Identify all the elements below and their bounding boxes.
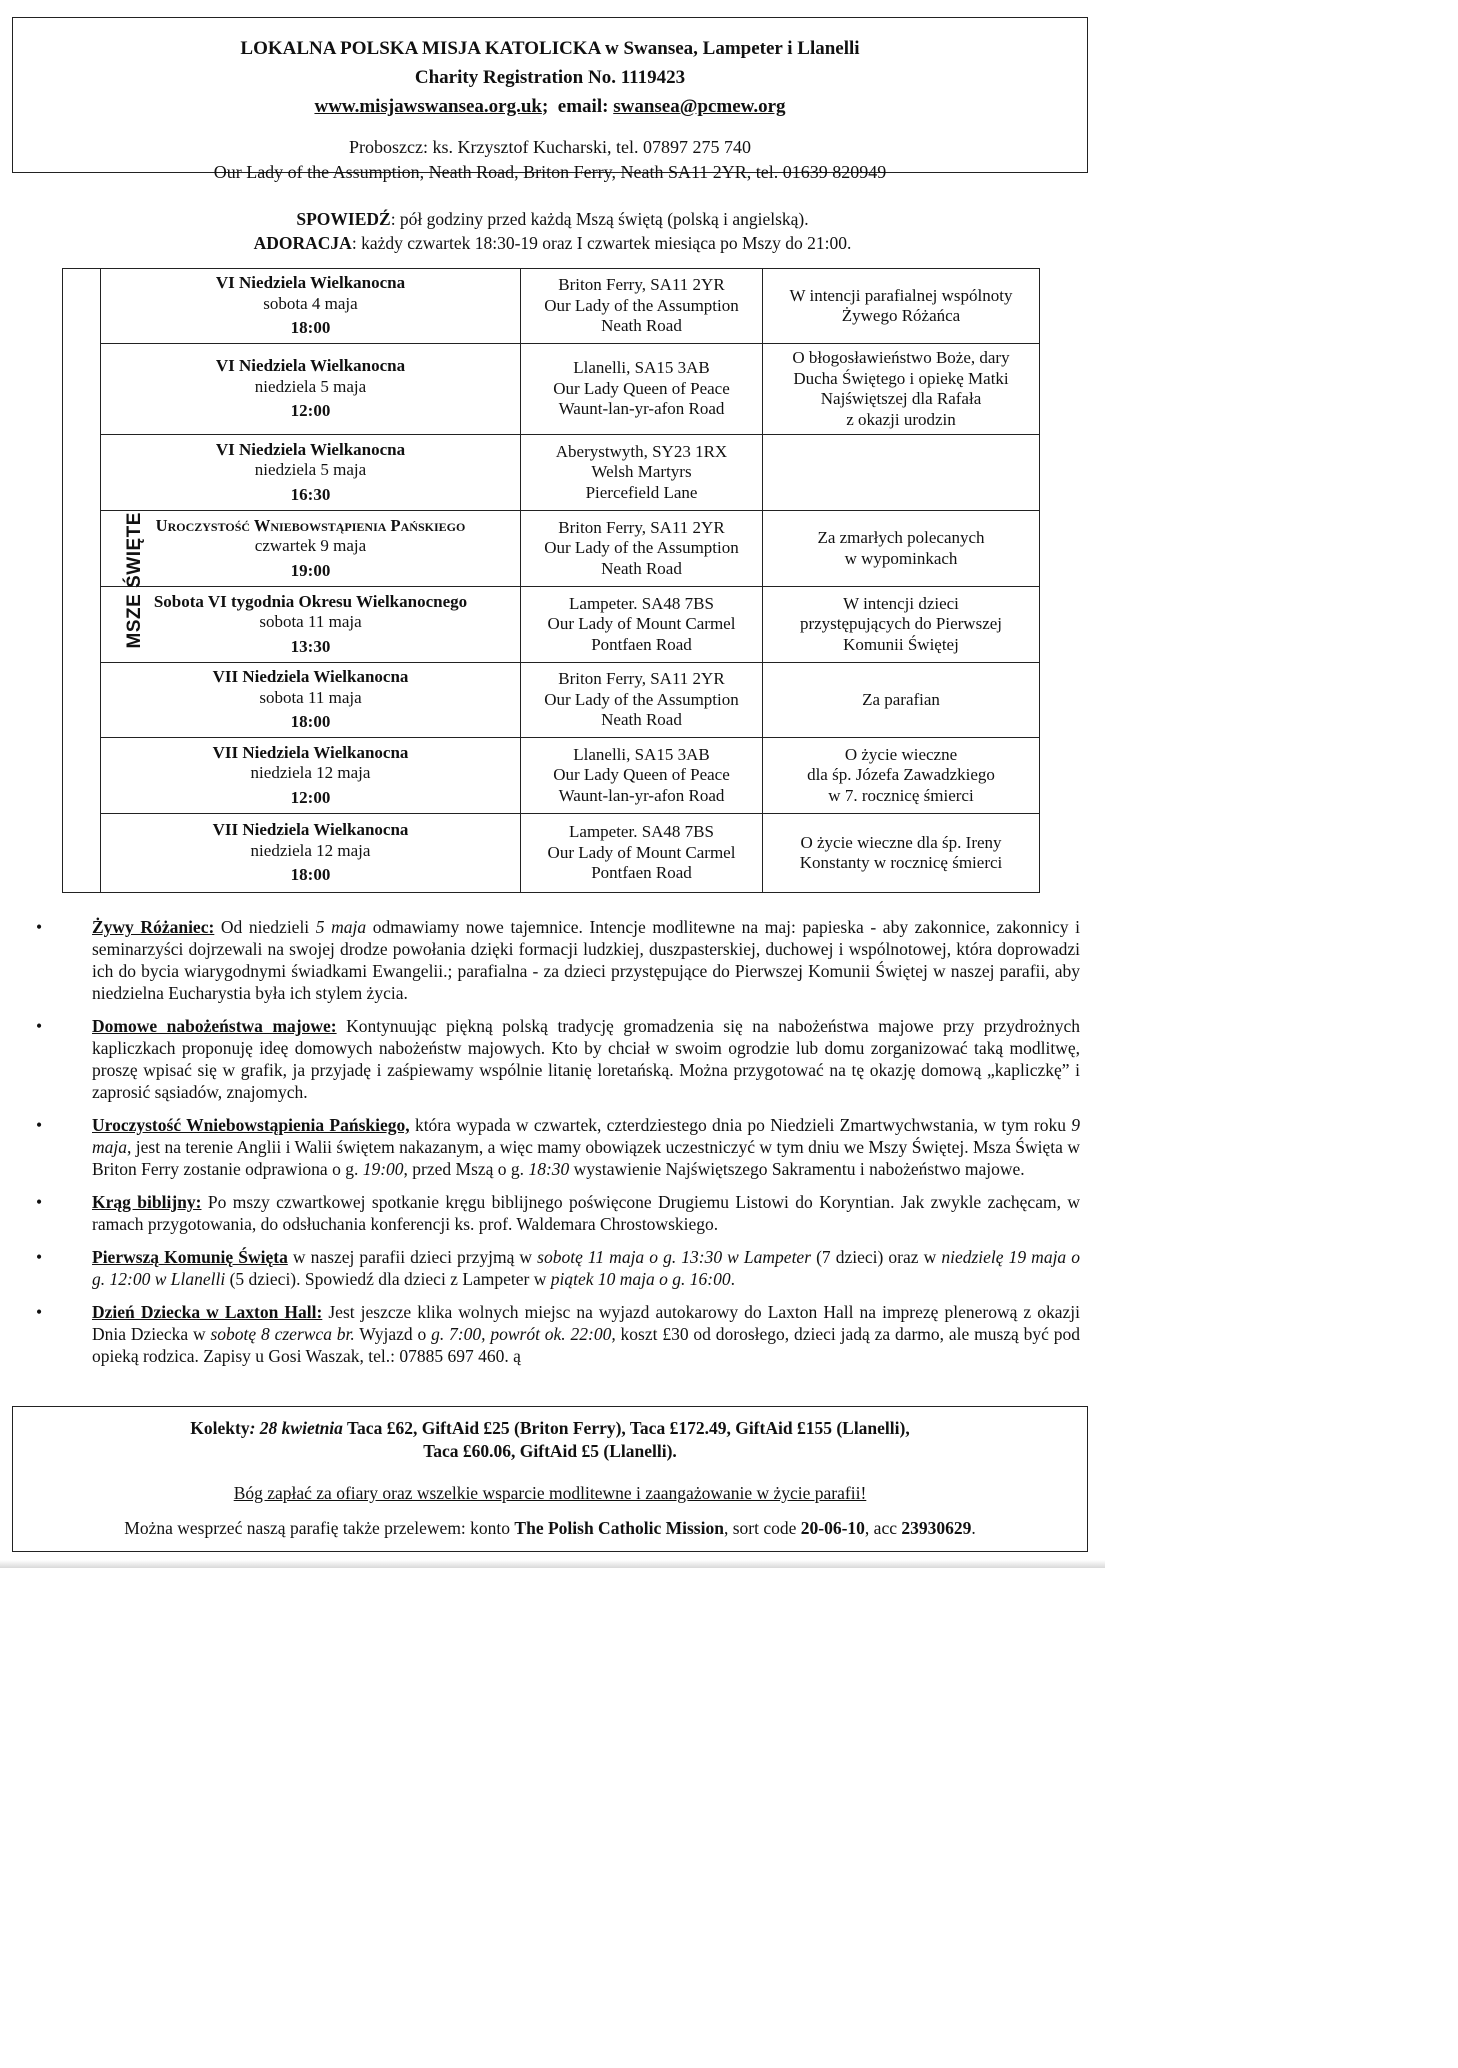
announcement-item (36, 916, 1080, 1004)
intention-line: Za zmarłych polecanych (817, 528, 985, 547)
location-church: Welsh Martyrs (591, 462, 692, 482)
mass-cell (101, 511, 521, 587)
mass-time: 18:00 (290, 865, 331, 885)
announcement-text: w naszej parafii dzieci przyjmą w (287, 1247, 538, 1267)
intention-line: Najświętszej dla Rafała (820, 389, 982, 408)
mass-time: 16:30 (290, 484, 331, 504)
announcement-text: , przed Mszą o g. (403, 1159, 529, 1179)
intention-cell (763, 663, 1040, 738)
announcement-emphasis: piątek 10 maja o g. 16:00 (550, 1269, 731, 1289)
intention-line: O życie wieczne (844, 744, 958, 764)
announcement-item (36, 1114, 1080, 1180)
announcement-title: Krąg biblijny: (92, 1192, 202, 1212)
location-town: Lampeter. SA48 7BS (569, 822, 714, 842)
announcement-emphasis: 5 maja (315, 917, 367, 937)
intention-cell (763, 435, 1040, 511)
intention-cell (763, 814, 1040, 893)
announcement-title: Domowe nabożeństwa majowe: (92, 1016, 337, 1036)
mass-time: 18:00 (290, 712, 331, 732)
liturgical-day: VII Niedziela Wielkanocna (212, 820, 409, 840)
adoration-label: ADORACJA (253, 233, 352, 253)
confession-text: : pół godziny przed każdą Mszą świętą (polską i angielską). (390, 209, 809, 229)
confession-line (0, 209, 1105, 230)
schedule-row (63, 269, 1040, 344)
location-town: Aberystwyth, SY23 1RX (555, 441, 728, 461)
mass-cell (101, 738, 521, 814)
announcement-text: która wypada w czwartek, czterdziestego dnia po Niedzieli Zmartwychwstania, w tym roku (409, 1115, 1072, 1135)
location-cell (521, 344, 763, 435)
location-town: Lampeter. SA48 7BS (569, 593, 714, 613)
location-street: Waunt-lan-yr-afon Road (558, 785, 725, 805)
mission-title: LOKALNA POLSKA MISJA KATOLICKA w Swansea, Lampeter i Llanelli (240, 38, 860, 59)
location-cell (521, 269, 763, 344)
adoration-line (0, 233, 1105, 254)
bank-text: , sort code (723, 1518, 801, 1538)
location-town: Llanelli, SA15 3AB (573, 358, 710, 378)
announcement-text: Po mszy czwartkowej spotkanie kręgu biblijnego poświęcone Drugiemu Listowi do Koryntian. Jak zwykle zachęcam, w ramach przygotowania, do odsłuchania konferencji ks. prof. Waldemara Chrostowskiego. (92, 1192, 1080, 1234)
mass-cell (101, 344, 521, 435)
announcement-item (36, 1246, 1080, 1290)
announcement-title: Dzień Dziecka w Laxton Hall: (92, 1302, 323, 1322)
location-cell (521, 511, 763, 587)
announcement-text: Kontynuując piękną polską tradycję gromadzenia się na nabożeństwa majowe przy przydrożnych kapliczkach proponuję ideę domowych nabożeństw majowych. Kto by chciał w swoim ogrodzie lub domu zorganizować taką modlitwę, proszę wpisać się w grafik, ja przyjadę i zaśpiewamy wspólnie litanię loretańską. Można przygotować na tę okazję domową „kapliczkę” i zaprosić sąsiadów, znajomych. (92, 1016, 1080, 1102)
intention-cell (763, 511, 1040, 587)
announcement-emphasis: 18:30 (528, 1159, 570, 1179)
priest-line: Proboszcz: ks. Krzysztof Kucharski, tel. 07897 275 740 (349, 137, 751, 157)
location-church: Our Lady Queen of Peace (553, 378, 730, 398)
announcement-item (36, 1015, 1080, 1103)
location-church: Our Lady of the Assumption (544, 538, 739, 558)
header-box (12, 17, 1088, 182)
side-label-cell (63, 269, 145, 893)
location-street: Neath Road (601, 316, 682, 336)
bullet-icon: • (36, 1192, 43, 1212)
announcement-emphasis: sobotę 11 maja o g. 13:30 w Lampeter (537, 1247, 812, 1267)
announcement-emphasis: g. 7:00, powrót ok. 22:00, (431, 1324, 616, 1344)
intention-line: Ducha Świętego i opiekę Matki (793, 368, 1009, 388)
intention-cell (763, 344, 1040, 435)
mass-time: 12:00 (290, 787, 331, 807)
intention-line: przystępujących do Pierwszej (799, 614, 1003, 634)
announcement-text: odmawiamy nowe tajemnice. Intencje modlitewne na maj: papieska - aby zakonnice, zakonnicy i seminarzyści dojrzewali na swojej drodze powołania dzięki formacji ludzkiej, duszpasterskiej, duchowej i wspólnotowej, która doprowadzi ich do bycia wiarygodnymi świadkami Ewangelii.; parafialna - za dzieci przystępujące do Pierwszej Komunii Świętej w naszej parafii, aby niedzielna Eucharystia była ich stylem życia. (92, 917, 1080, 1003)
mass-cell (101, 435, 521, 511)
announcement-text: Od niedzieli (214, 917, 316, 937)
mass-cell (101, 269, 521, 344)
bank-account-line (13, 1518, 1087, 1539)
mass-time: 13:30 (290, 636, 331, 656)
account-number: 23930629 (901, 1518, 972, 1538)
mass-cell (101, 814, 521, 893)
mass-date: sobota 4 maja (263, 293, 358, 313)
mass-time: 18:00 (290, 318, 331, 338)
mass-date: czwartek 9 maja (254, 536, 367, 556)
intention-line: Konstanty w rocznicę śmierci (799, 853, 1003, 872)
sort-code: 20-06-10 (800, 1518, 865, 1538)
confession-label: SPOWIEDŹ (296, 209, 391, 229)
announcement-text: Jest jeszcze klika wolnych miejsc na wyjazd autokarowy do Laxton Hall na imprezę plenerową z okazji Dnia Dziecka w (92, 1302, 1081, 1344)
location-town: Briton Ferry, SA11 2YR (558, 669, 725, 689)
mass-time: 12:00 (290, 401, 331, 421)
announcement-emphasis: 19:00 (362, 1159, 404, 1179)
announcement-text: (5 dzieci). Spowiedź dla dzieci z Lampeter w (225, 1269, 551, 1289)
mass-time: 19:00 (290, 560, 331, 580)
announcement-emphasis: sobotę 8 czerwca br. (210, 1324, 355, 1344)
intention-line: Za parafian (862, 689, 940, 709)
announcement-title: Uroczystość Wniebowstąpienia Pańskiego, (92, 1115, 410, 1135)
intention-line: O błogosławieństwo Boże, dary (792, 348, 1010, 367)
liturgical-day: VII Niedziela Wielkanocna (212, 742, 409, 762)
account-name: The Polish Catholic Mission (514, 1518, 724, 1538)
announcement-title: Pierwszą Komunię Święta (92, 1247, 288, 1267)
liturgical-day: VI Niedziela Wielkanocna (215, 439, 406, 459)
bullet-icon: • (36, 917, 43, 937)
collections-date: : 28 kwietnia (249, 1418, 343, 1438)
liturgical-day: VI Niedziela Wielkanocna (215, 273, 406, 293)
location-town: Llanelli, SA15 3AB (573, 744, 710, 764)
location-church: Our Lady of the Assumption (544, 689, 739, 709)
mass-date: niedziela 12 maja (250, 763, 371, 783)
schedule-row (63, 814, 1040, 893)
intention-line: dla śp. Józefa Zawadzkiego (807, 765, 995, 785)
intention-line: O życie wieczne dla śp. Ireny (800, 832, 1002, 852)
announcement-title: Żywy Różaniec: (92, 917, 215, 937)
intention-line: z okazji urodzin (846, 409, 956, 429)
location-town: Briton Ferry, SA11 2YR (558, 517, 725, 537)
bank-text: . (971, 1518, 976, 1538)
intention-line: Komunii Świętej (843, 634, 959, 654)
announcement-text: . (730, 1269, 735, 1289)
bullet-icon: • (36, 1115, 43, 1135)
location-cell (521, 435, 763, 511)
intention-line: w 7. rocznicę śmierci (828, 785, 974, 805)
adoration-text: : każdy czwartek 18:30-19 oraz I czwartek miesiąca po Mszy do 21:00. (351, 233, 852, 253)
mass-date: niedziela 5 maja (254, 460, 367, 480)
bullet-icon: • (36, 1302, 43, 1322)
schedule-row (63, 663, 1040, 738)
location-street: Pontfaen Road (591, 863, 692, 883)
footer-box (12, 1406, 1088, 1552)
announcement-text: koszt £30 od dorosłego, dzieci jadą za darmo, ale muszą być pod opieką rodzica. Zapisy u Gosi Waszak, tel.: 07885 697 460. ą (92, 1324, 1080, 1366)
location-town: Briton Ferry, SA11 2YR (558, 275, 725, 295)
intention-line: W intencji parafialnej wspólnoty (789, 285, 1013, 305)
location-church: Our Lady of the Assumption (544, 295, 739, 315)
announcements-list (36, 916, 1080, 1378)
charity-registration: Charity Registration No. 1119423 (414, 67, 686, 88)
collections-amounts: Taca £62, GiftAid £25 (Briton Ferry), Taca £172.49, GiftAid £155 (Llanelli), (342, 1418, 910, 1438)
collections-label: Kolekty (190, 1418, 250, 1438)
location-street: Neath Road (601, 710, 682, 730)
announcement-emphasis: 9 maja (92, 1115, 1080, 1157)
announcement-item (36, 1301, 1080, 1367)
mass-date: sobota 11 maja (259, 612, 362, 632)
bullet-icon: • (36, 1016, 43, 1036)
announcement-text: (7 dzieci) oraz w (811, 1247, 942, 1267)
intention-line: W intencji dzieci (843, 593, 959, 613)
liturgical-day: VII Niedziela Wielkanocna (212, 667, 409, 687)
location-church: Our Lady Queen of Peace (553, 765, 730, 785)
announcement-text: wystawienie Najświętszego Sakramentu i nabożeństwo majowe. (569, 1159, 1025, 1179)
mass-cell (101, 663, 521, 738)
liturgical-day: Uroczystość Wniebowstąpienia Pańskiego (155, 515, 466, 535)
schedule-row (63, 738, 1040, 814)
bullet-icon: • (36, 1247, 43, 1267)
bank-text: Można wesprzeć naszą parafię także przelewem: konto (124, 1518, 515, 1538)
mass-schedule-table (62, 268, 1040, 893)
schedule-row (63, 435, 1040, 511)
announcement-text: , jest na terenie Anglii i Walii świętem nakazanym, a więc mamy obowiązek uczestniczyć w tym dniu we Mszy Świętej. Msza Święta w Briton Ferry zostanie odprawiona o g. (92, 1137, 1080, 1179)
intention-line: w wypominkach (844, 548, 958, 568)
schedule-row (63, 587, 1040, 663)
location-church: Our Lady of Mount Carmel (547, 842, 736, 862)
collections-line-1 (13, 1417, 1087, 1440)
bank-text: , acc (864, 1518, 902, 1538)
intention-cell (763, 738, 1040, 814)
mass-cell (101, 587, 521, 663)
intention-cell (763, 587, 1040, 663)
announcement-emphasis: niedzielę 19 maja o g. 12:00 w Llanelli (92, 1247, 1081, 1289)
announcement-text: Wyjazd o (354, 1324, 432, 1344)
announcement-item (36, 1191, 1080, 1235)
side-label: MSZE ŚWIĘTE (123, 512, 145, 649)
location-street: Pontfaen Road (591, 634, 692, 654)
schedule-row (63, 511, 1040, 587)
liturgical-day: VI Niedziela Wielkanocna (215, 356, 406, 376)
location-cell (521, 587, 763, 663)
church-address: Our Lady of the Assumption, Neath Road, Briton Ferry, Neath SA11 2YR, tel. 01639 820949 (213, 162, 887, 182)
location-cell (521, 738, 763, 814)
location-street: Neath Road (601, 558, 682, 578)
location-cell (521, 663, 763, 738)
website-link[interactable]: www.misjawswansea.org.uk (314, 96, 542, 117)
email-link[interactable]: swansea@pcmew.org (613, 96, 786, 117)
page-bottom-shadow (0, 1560, 1105, 1568)
location-church: Our Lady of Mount Carmel (547, 614, 736, 634)
thanks-line: Bóg zapłać za ofiary oraz wszelkie wsparcie modlitewne i zaangażowanie w życie parafii! (233, 1483, 867, 1503)
liturgical-day: Sobota VI tygodnia Okresu Wielkanocnego (153, 591, 468, 611)
collections-line-2: Taca £60.06, GiftAid £5 (Llanelli). (423, 1441, 677, 1461)
mass-date: sobota 11 maja (259, 687, 362, 707)
schedule-row (63, 344, 1040, 435)
mass-date: niedziela 12 maja (250, 840, 371, 860)
mass-date: niedziela 5 maja (254, 376, 367, 396)
location-cell (521, 814, 763, 893)
intention-cell (763, 269, 1040, 344)
contact-line: www.misjawswansea.org.uk; email: swansea@pcmew.org (314, 96, 786, 117)
location-street: Piercefield Lane (585, 482, 698, 502)
intention-line: Żywego Różańca (841, 306, 961, 325)
location-street: Waunt-lan-yr-afon Road (558, 399, 725, 419)
email-label: email: (557, 96, 609, 117)
